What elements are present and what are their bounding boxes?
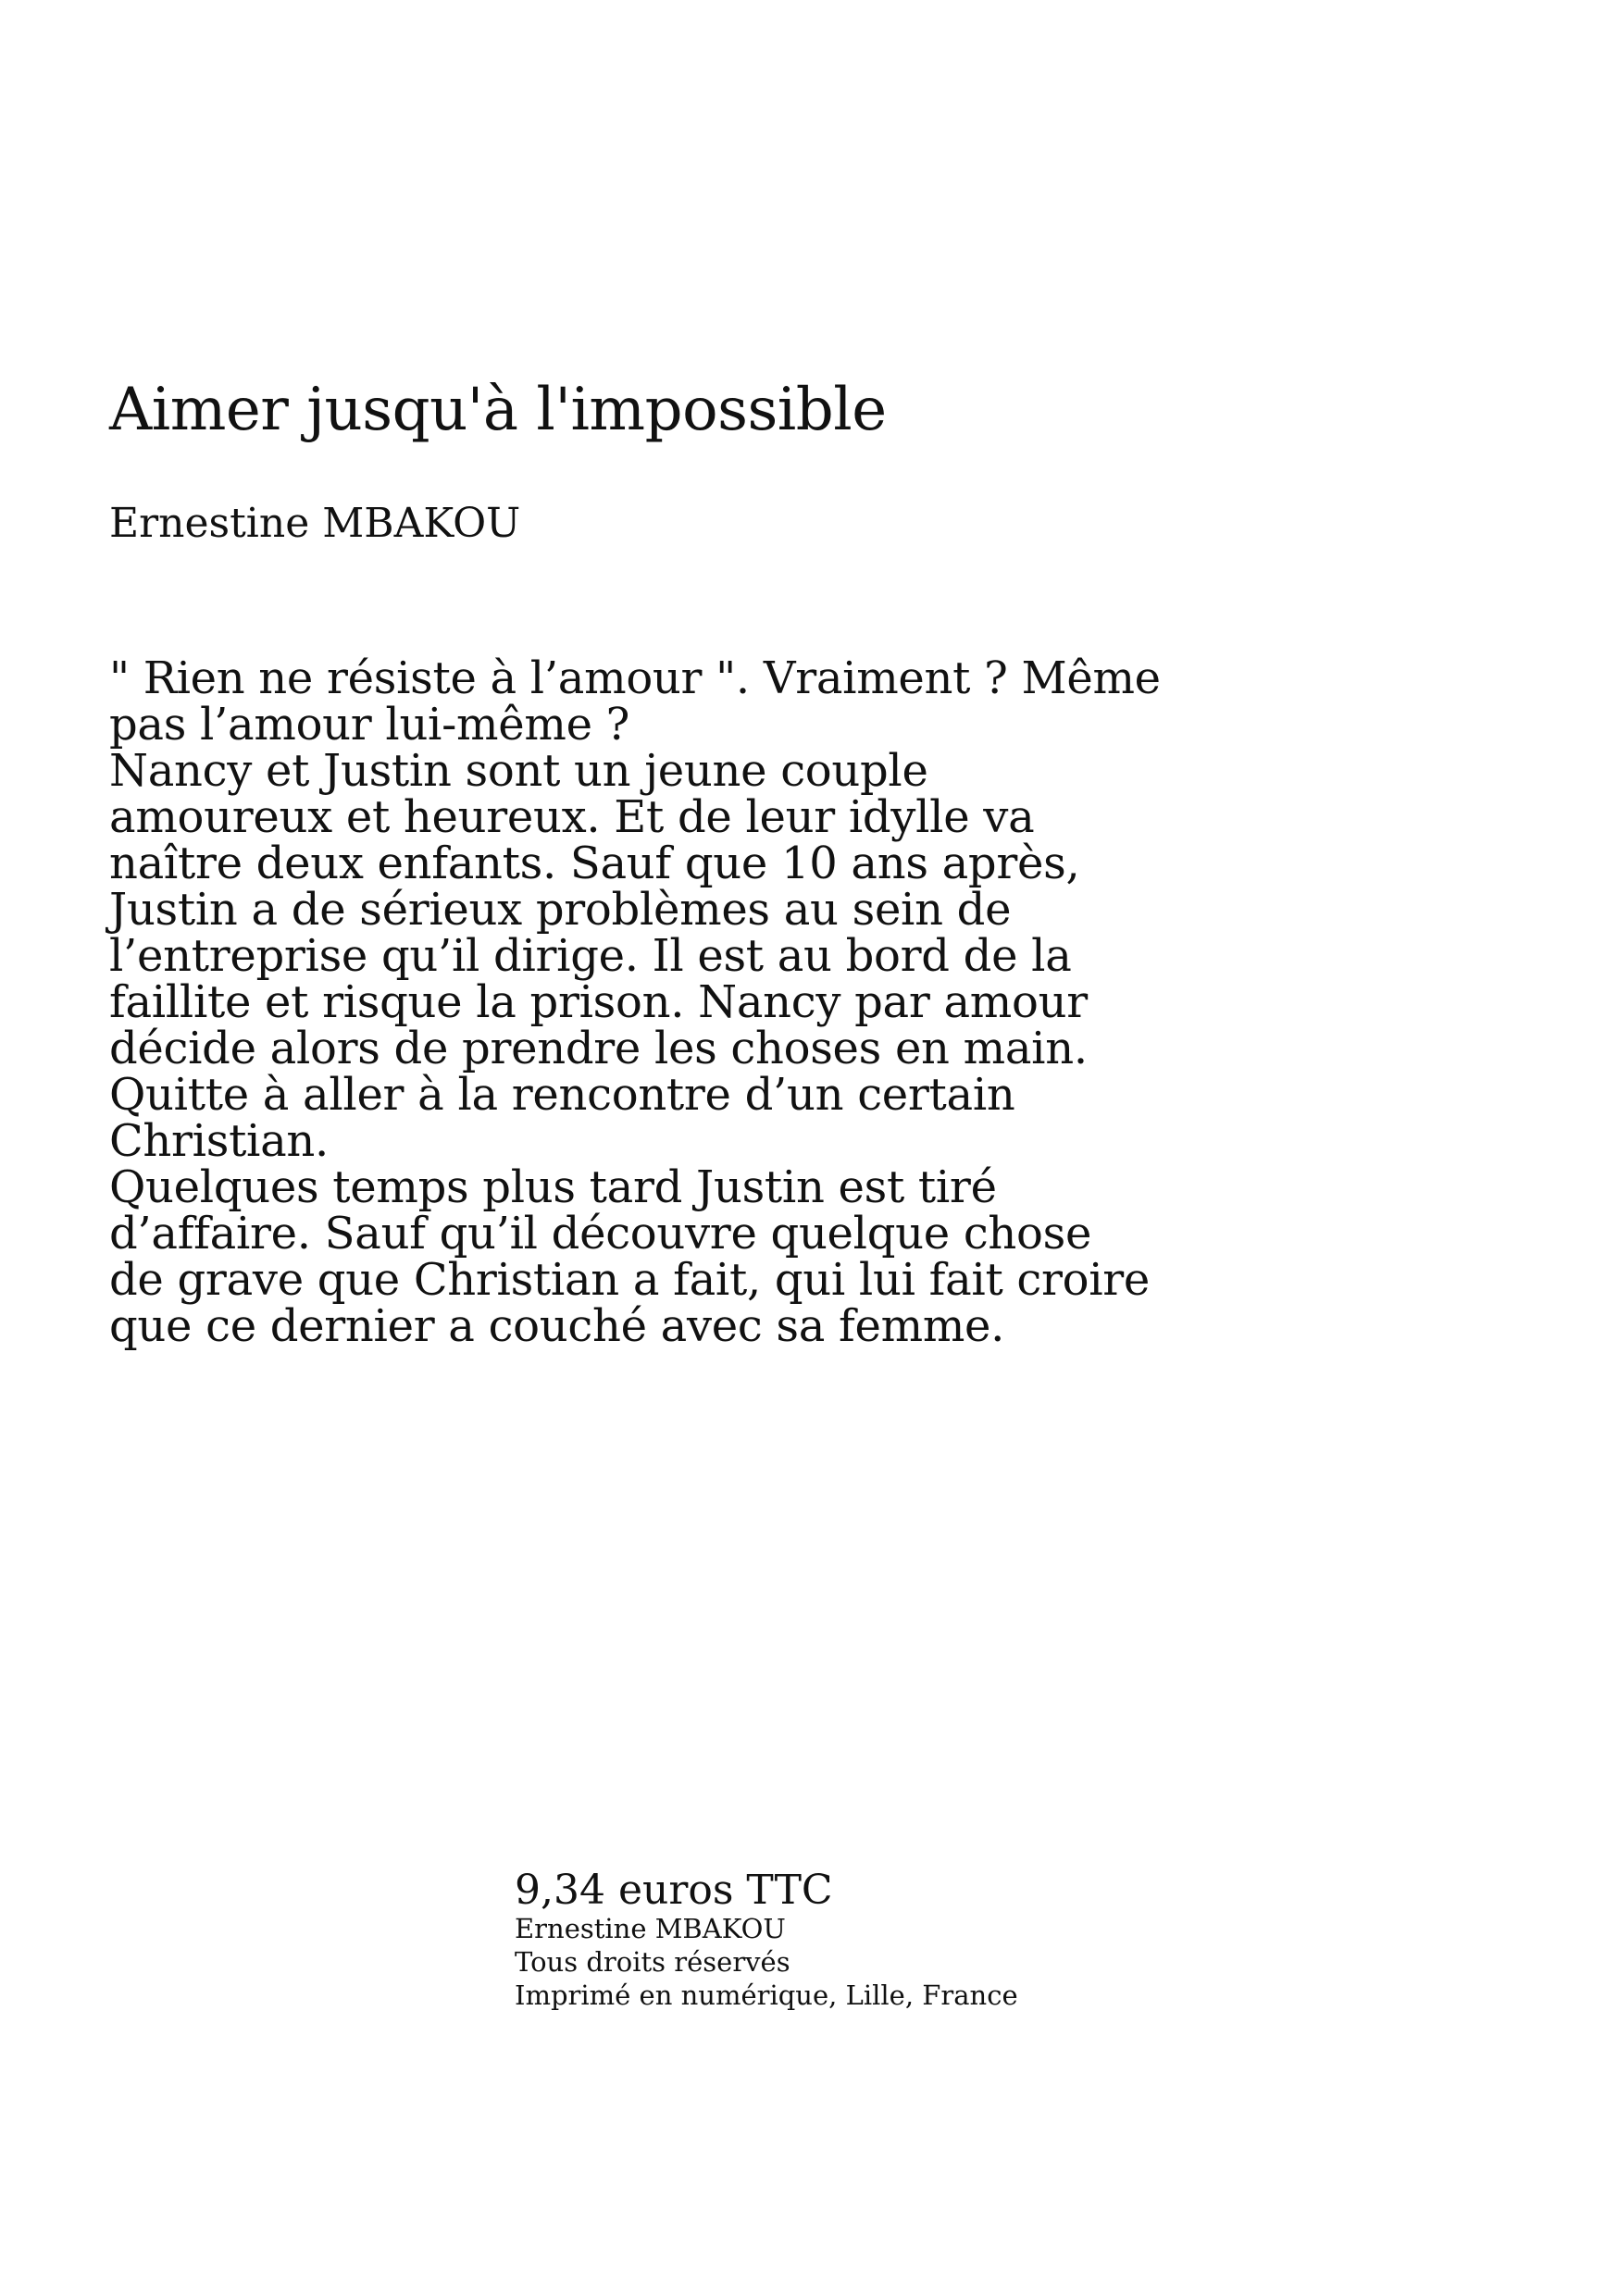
blurb-line: amoureux et heureux. Et de leur idylle va bbox=[109, 791, 1035, 843]
blurb-line: Nancy et Justin sont un jeune couple bbox=[109, 745, 928, 797]
blurb-line: décide alors de prendre les choses en main. bbox=[109, 1023, 1088, 1074]
blurb-line: Christian. bbox=[109, 1115, 330, 1167]
blurb-line: faillite et risque la prison. Nancy par amour bbox=[109, 976, 1088, 1028]
rights-notice: Tous droits réservés bbox=[515, 1946, 790, 1978]
printing-notice: Imprimé en numérique, Lille, France bbox=[515, 1980, 1018, 2011]
blurb-line: que ce dernier a couché avec sa femme. bbox=[109, 1300, 1005, 1352]
blurb-line: de grave que Christian a fait, qui lui fait croire bbox=[109, 1254, 1151, 1306]
blurb-line: pas l’amour lui-même ? bbox=[109, 699, 630, 751]
book-author: Ernestine MBAKOU bbox=[109, 500, 521, 547]
blurb-line: Quelques temps plus tard Justin est tiré bbox=[109, 1161, 997, 1213]
blurb-line: Justin a de sérieux problèmes au sein de bbox=[109, 884, 1012, 936]
blurb-line: d’affaire. Sauf qu’il découvre quelque chose bbox=[109, 1208, 1092, 1260]
blurb-line: Quitte à aller à la rencontre d’un certain bbox=[109, 1069, 1015, 1121]
book-title: Aimer jusqu'à l'impossible bbox=[109, 376, 887, 444]
book-blurb bbox=[109, 652, 1266, 1352]
blurb-line: " Rien ne résiste à l’amour ". Vraiment ? Même bbox=[109, 652, 1161, 704]
blurb-line: naître deux enfants. Sauf que 10 ans après, bbox=[109, 838, 1080, 889]
colophon bbox=[515, 1869, 1348, 2012]
blurb-line: l’entreprise qu’il dirige. Il est au bord de la bbox=[109, 930, 1072, 982]
price-label: 9,34 euros TTC bbox=[515, 1867, 833, 1914]
colophon-author: Ernestine MBAKOU bbox=[515, 1913, 786, 1944]
